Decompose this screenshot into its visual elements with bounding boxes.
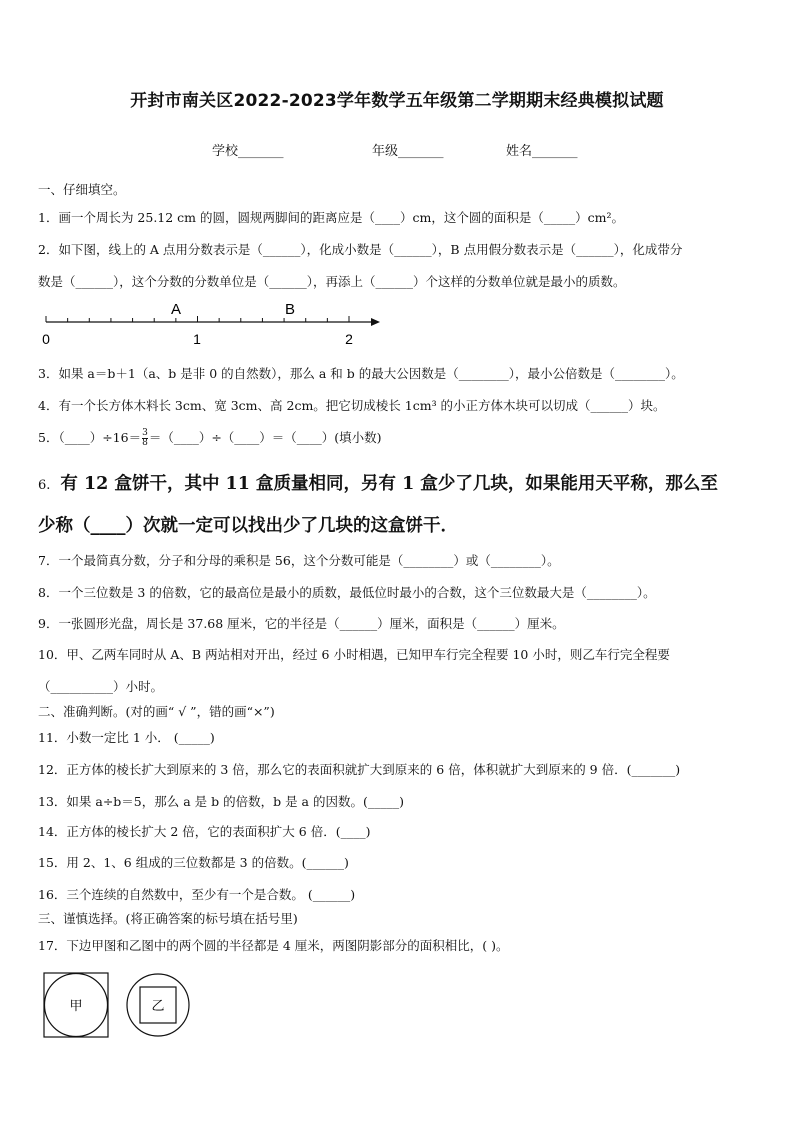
school-field[interactable]: 学校_______: [212, 144, 284, 159]
question-4: 4．有一个长方体木料长 3cm、宽 3cm、高 2cm。把它切成棱长 1cm³ 的小正方体木块可以切成（______）块。: [38, 398, 666, 413]
question-11: 11．小数一定比 1 小． (_____): [38, 730, 215, 745]
section-heading-1: 一、仔细填空。: [38, 182, 126, 197]
question-16: 16．三个连续的自然数中，至少有一个是合数。 (______): [38, 887, 356, 902]
question-12: 12．正方体的棱长扩大到原来的 3 倍，那么它的表面积就扩大到原来的 6 倍，体积就扩大到原来的 9 倍．(_______): [38, 762, 681, 777]
question-5-suffix: ＝（____）÷（____）＝（____）(填小数): [148, 430, 382, 445]
question-8: 8．一个三位数是 3 的倍数，它的最高位是最小的质数，最低位时最小的合数，这个三位数最大是（________）。: [38, 585, 656, 600]
grade-field[interactable]: 年级_______: [372, 144, 444, 159]
fraction-denominator: 8: [142, 438, 148, 448]
name-field[interactable]: 姓名_______: [506, 144, 578, 159]
question-13: 13．如果 a÷b＝5，那么 a 是 b 的倍数，b 是 a 的因数。(_____): [38, 794, 404, 809]
question-2-line-1: 2．如下图，线上的 A 点用分数表示是（______），化成小数是（______），B 点用假分数表示是（______），化成带分: [38, 242, 683, 257]
section-heading-2: 二、准确判断。(对的画“ √ ”，错的画“×”): [38, 704, 275, 719]
section-heading-3: 三、谨慎选择。(将正确答案的标号填在括号里): [38, 911, 298, 926]
tick-label-2: 2: [345, 331, 353, 347]
figure-jia-label: 甲: [69, 998, 83, 1013]
question-6-line-1: [38, 470, 718, 495]
point-b-label: B: [284, 301, 296, 318]
question-6-line-2: 少称（____）次就一定可以找出少了几块的这盒饼干．: [38, 516, 458, 536]
question-10-line-1: 10．甲、乙两车同时从 A、B 两站相对开出，经过 6 小时相遇，已知甲车行完全程要 10 小时，则乙车行完全程要: [38, 647, 670, 662]
question-6-number: 6.: [38, 478, 51, 493]
question-15: 15．用 2、1、6 组成的三位数都是 3 的倍数。(______): [38, 855, 349, 870]
fraction-numerator: 3: [142, 428, 148, 438]
figure-yi-label: 乙: [151, 998, 165, 1013]
question-5: [38, 428, 382, 448]
question-3: 3．如果 a＝b＋1（a、b 是非 0 的自然数），那么 a 和 b 的最大公因数是（________），最小公倍数是（________）。: [38, 366, 684, 381]
fraction: [142, 429, 148, 448]
question-1: 1．画一个周长为 25.12 cm 的圆，圆规两脚间的距离应是（____）cm，这个圆的面积是（_____）cm²。: [38, 210, 624, 225]
question-10-line-2: （__________）小时。: [38, 679, 164, 694]
question-5-prefix: 5．（____）÷16＝: [38, 430, 142, 445]
figure-jia: [42, 972, 112, 1038]
question-6-text: 有 12 盒饼干，其中 11 盒质量相同，另有 1 盒少了几块，如果能用天平称，那么至: [60, 474, 718, 494]
point-a-label: A: [170, 301, 182, 318]
question-17: 17．下边甲图和乙图中的两个圆的半径都是 4 厘米，两图阴影部分的面积相比，( )。: [38, 938, 509, 953]
number-line: [38, 296, 388, 348]
figure-yi: [125, 972, 191, 1038]
tick-label-0: 0: [42, 331, 50, 347]
question-14: 14．正方体的棱长扩大 2 倍，它的表面积扩大 6 倍．(____): [38, 824, 371, 839]
question-2-line-2: 数是（______），这个分数的分数单位是（______），再添上（______）个这样的分数单位就是最小的质数。: [38, 274, 626, 289]
page-title: 开封市南关区2022-2023学年数学五年级第二学期期末经典模拟试题: [130, 91, 664, 111]
question-7: 7．一个最简真分数，分子和分母的乘积是 56，这个分数可能是（________）或（________）。: [38, 553, 560, 568]
question-9: 9．一张圆形光盘，周长是 37.68 厘米，它的半径是（______）厘米，面积是（______）厘米。: [38, 616, 565, 631]
tick-label-1: 1: [193, 331, 201, 347]
